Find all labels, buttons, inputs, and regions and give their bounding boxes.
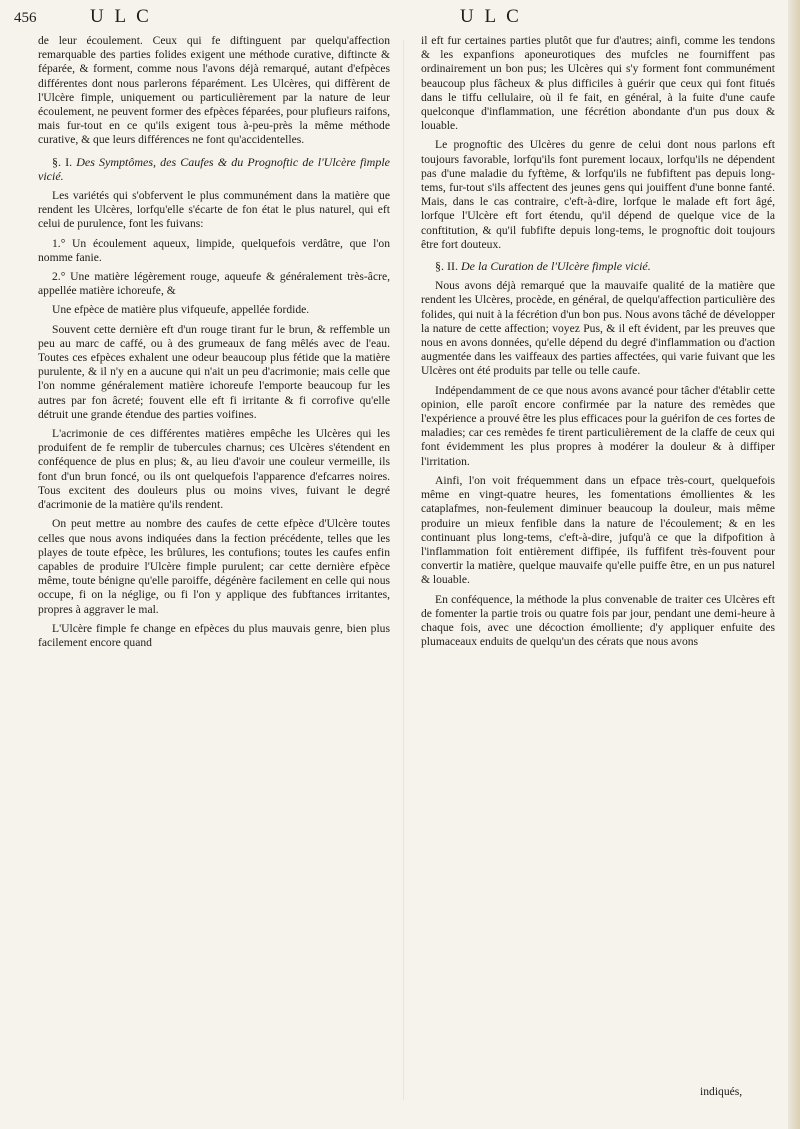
right-column (421, 34, 775, 654)
paragraph: Indépendamment de ce que nous avons avancé pour tâcher d'établir cette opinion, elle paroît encore confirmée par la nature des remèdes que l'expérience a prouvé être les plus efficaces pour la guérifon de ces fortes de maladies; car ces remèdes fe tirent particulièrement de la claffe de ceux qui font évidemment les plus propres à modérer la douleur & à diffiper l'irritation. (421, 383, 775, 468)
page-number: 456 (14, 10, 37, 26)
paragraph: Les variétés qui s'obfervent le plus communément dans la matière que rendent les Ulcères, lorfqu'elle s'écarte de fon état le plus naturel, qui eft celui de purulence, font les fuivans: (38, 189, 390, 231)
paragraph: Nous avons déjà remarqué que la mauvaife qualité de la matière que rendent les Ulcères, procède, en général, de quelqu'affection particulière des folides, qui nuit à la fécrétion d'un bon pus. Nous avons tâché de développer la nature de cette affection; voyez Pus, & il eft évident, par les preuves que nous en avons données, qu'elle dépend du degré d'inflammation ou d'action augmentée dans les vaiffeaux des parties affectées, qui varie fuivant que les Ulcères ont été produits par telle ou telle caufe. (421, 279, 775, 378)
paragraph: Le prognoftic des Ulcères du genre de celui dont nous parlons eft toujours favorable, lorfqu'ils font purement locaux, lorfqu'ils ne dépendent pas d'une maladie du fyftème, & lorfqu'ils ne fubfiftent pas depuis long-tems, fur-tout s'ils affectent des jeunes gens qui jouiffent d'une bonne fanté. Mais, dans le cas contraire, c'eft-à-dire, lorfque le malade eft fort âgé, lorfque l'Ulcère eft fort étendu, qu'il dépend de quelque vice de la conftitution, & qu'il fubfifte depuis long-tems, le prognoftic doit toujours être fort douteux. (421, 138, 775, 251)
running-head-right: U L C (460, 6, 522, 27)
section-number: §. II. (435, 259, 458, 274)
section-heading (38, 155, 390, 183)
paragraph: de leur écoulement. Ceux qui fe diftinguent par quelqu'affection remarquable des parties folides exigent une méthode curative, diftincte & féparée, & forment, comme nous l'avons déjà remarqué, autant d'efpèces différentes dont nous parlerons féparément. Les Ulcères, qui diffèrent de l'Ulcère fimple, uniquement ou particulièrement par la nature de leur écoulement, ne peuvent former des efpèces féparées, pour plufieurs raifons, mais fur-tout en ce qu'ils exigent tous à-peu-près la même méthode curative, & que leurs différences ne font qu'accidentelles. (38, 34, 390, 147)
section-number: §. I. (52, 154, 73, 169)
catchword: indiqués, (700, 1085, 743, 1098)
column-gutter (403, 40, 404, 1100)
paragraph: Une efpèce de matière plus vifqueufe, appellée fordide. (52, 303, 310, 317)
paragraph: L'acrimonie de ces différentes matières empêche les Ulcères qui les produifent de fe remplir de tubercules charnus; ces Ulcères s'étendent en conféquence de plus en plus; &, au lieu d'avoir une couleur vermeille, ils font d'un brun foncé, ou ils ont quelquefois l'apparence d'efcarres noires. Tous excitent des douleurs plus ou moins vives, fuivant le degré d'acrimonie de la matière qu'ils rendent. (38, 427, 390, 512)
section-title: De la Curation de l'Ulcère fimple vicié. (461, 259, 651, 274)
paragraph: 1.° Un écoulement aqueux, limpide, quelquefois verdâtre, que l'on nomme fanie. (38, 236, 390, 264)
paragraph: En conféquence, la méthode la plus convenable de traiter ces Ulcères eft de fomenter la partie trois ou quatre fois par jour, pendant une demi-heure à chaque fois, avec une décoction émolliente; d'y appliquer enfuite des plumaceaux enduits de quelqu'un des cérats que nous avons (421, 592, 775, 649)
paragraph: il eft fur certaines parties plutôt que fur d'autres; ainfi, comme les tendons & les expanfions aponeurotiques des mufcles ne fourniffent pas ordinairement un bon pus; les Ulcères qui s'y forment font communément beaucoup plus fâcheux & plus difficiles à guérir que ceux qui font fitués dans le tiffu cellulaire, où il fe fait, en général, à la fuite d'une caufe quelconque d'inflammation, une fécrétion abondante d'un pus doux & louable. (421, 34, 775, 133)
paragraph: On peut mettre au nombre des caufes de cette efpèce d'Ulcère toutes celles que nous avons indiquées dans la fection précédente, telles que les playes de toute efpèce, les brûlures, les contufions; toutes les caufes enfin capables de produire l'Ulcère fimple purulent; car cette dernière efpèce même, toute bénigne qu'elle paroiffe, dégénère facilement en celle qui nous occupe, fi on la néglige, ou fi l'on y applique des fubftances irritantes, propres à aggraver le mal. (38, 517, 390, 616)
paragraph: Ainfi, l'on voit fréquemment dans un efpace très-court, quelquefois même en vingt-quatre heures, les fomentations émollientes & les cataplafmes, non-feulement diminuer beaucoup la douleur, mais même produire un mieux fenfible dans la nature de l'écoulement; & en les continuant plus long-tems, c'eft-à-dire, jufqu'à ce que la difpofition à l'inflammation foit entièrement diffipée, ils fuffifent très-fouvent pour convertir la matière, quelque mauvaife qu'elle puiffe être, en un pus naturel & louable. (421, 473, 775, 587)
left-column (38, 34, 390, 655)
paragraph: Souvent cette dernière eft d'un rouge tirant fur le brun, & reffemble un peu au marc de caffé, ou à des grumeaux de fang mêlés avec de l'eau. Toutes ces efpèces exhalent une odeur beaucoup plus fétide que la matière purulente, & il n'y en a aucune qui n'ait un peu d'acrimonie; mais celle que l'on nomme généralement matière ichoreufe l'emporte beaucoup fur les autres par fon âcreté; fouvent elle eft fi irritante & fi corrofive qu'elle détruit une grande étendue des parties voifines. (38, 322, 390, 421)
section-title: Des Symptômes, des Caufes & du Prognoftic de l'Ulcère fimple vicié. (38, 154, 390, 183)
paragraph: 2.° Une matière légèrement rouge, aqueufe & généralement très-âcre, appellée matière ichoreufe, & (38, 270, 390, 298)
running-head-left: U L C (90, 6, 152, 27)
section-heading (421, 259, 775, 273)
page-edge (788, 0, 800, 1129)
paragraph: L'Ulcère fimple fe change en efpèces du plus mauvais genre, bien plus facilement encore quand (38, 621, 390, 649)
